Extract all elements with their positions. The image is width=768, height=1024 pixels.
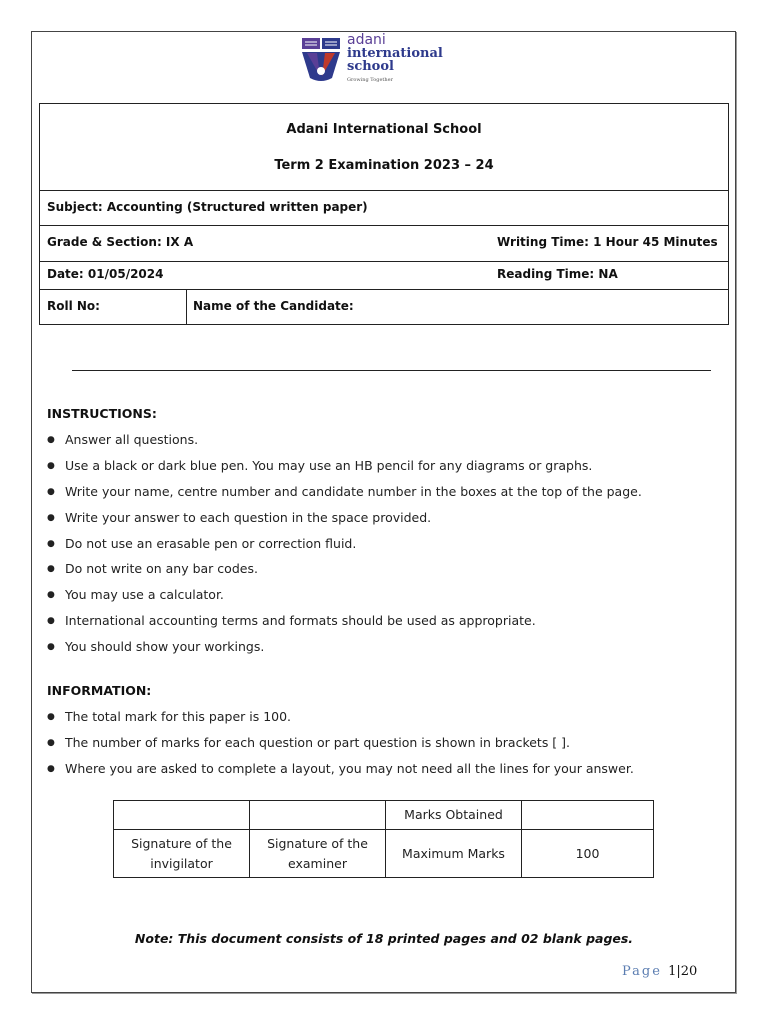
page-separator: |: [676, 964, 681, 979]
roll-no-label: Roll No:: [47, 299, 100, 313]
list-item: ● Answer all questions.: [47, 430, 642, 456]
list-item: ● Do not write on any bar codes.: [47, 559, 642, 585]
roll-name-divider: [186, 290, 187, 325]
list-item: ● Write your answer to each question in the space provided.: [47, 508, 642, 534]
list-item: ● Use a black or dark blue pen. You may use an HB pencil for any diagrams or graphs.: [47, 456, 642, 482]
list-item: ● International accounting terms and formats should be used as appropriate.: [47, 611, 642, 637]
exam-date: Date: 01/05/2024: [47, 267, 164, 281]
invigilator-label: Signature of the invigilator: [114, 830, 250, 878]
reading-time: Reading Time: NA: [497, 267, 618, 281]
list-item: ● You may use a calculator.: [47, 585, 642, 611]
school-name: Adani International School: [286, 122, 482, 137]
school-logo: [300, 32, 443, 90]
subject-row: [40, 190, 728, 226]
candidate-name-label: Name of the Candidate:: [193, 299, 354, 313]
logo-text-international: international: [347, 46, 443, 61]
examiner-signature-box[interactable]: [250, 801, 386, 830]
instructions-list: [47, 430, 642, 663]
list-item: ● The total mark for this paper is 100.: [47, 707, 634, 733]
list-item: ● Write your name, centre number and candidate number in the boxes at the top of the page.: [47, 482, 642, 508]
divider-line: [72, 370, 711, 371]
list-item: ● Where you are asked to complete a layout, you may not need all the lines for your answer.: [47, 759, 634, 785]
date-row: [40, 261, 728, 290]
marks-table: [113, 800, 654, 878]
logo-text-school: school: [347, 59, 394, 74]
exam-title: Term 2 Examination 2023 – 24: [274, 158, 494, 173]
marks-obtained-box[interactable]: [522, 801, 654, 830]
logo-tagline: Growing Together: [347, 77, 393, 83]
page-number: 1: [668, 964, 677, 979]
marks-obtained-label: Marks Obtained: [386, 801, 522, 830]
information-list: [47, 707, 634, 785]
logo-emblem-icon: [300, 36, 344, 84]
grade-row: [40, 225, 728, 262]
exam-header-box: [39, 103, 729, 325]
list-item: ● You should show your workings.: [47, 637, 642, 663]
writing-time: Writing Time: 1 Hour 45 Minutes: [497, 235, 718, 249]
list-item: ● Do not use an erasable pen or correction fluid.: [47, 534, 642, 560]
maximum-marks-value: 100: [522, 830, 654, 878]
total-pages: 20: [680, 964, 698, 979]
page-footer: [622, 964, 697, 979]
examiner-label: Signature of the examiner: [250, 830, 386, 878]
subject-label: Subject: Accounting (Structured written paper): [47, 200, 368, 214]
page-count-note: Note: This document consists of 18 printed pages and 02 blank pages.: [134, 931, 634, 946]
logo-text-adani: adani: [347, 32, 386, 48]
invigilator-signature-box[interactable]: [114, 801, 250, 830]
instructions-title: INSTRUCTIONS:: [47, 406, 157, 421]
page-word: Page: [622, 964, 662, 979]
information-title: INFORMATION:: [47, 683, 152, 698]
grade-section: Grade & Section: IX A: [47, 235, 194, 249]
roll-name-row: [40, 289, 728, 325]
list-item: ● The number of marks for each question or part question is shown in brackets [ ].: [47, 733, 634, 759]
maximum-marks-label: Maximum Marks: [386, 830, 522, 878]
